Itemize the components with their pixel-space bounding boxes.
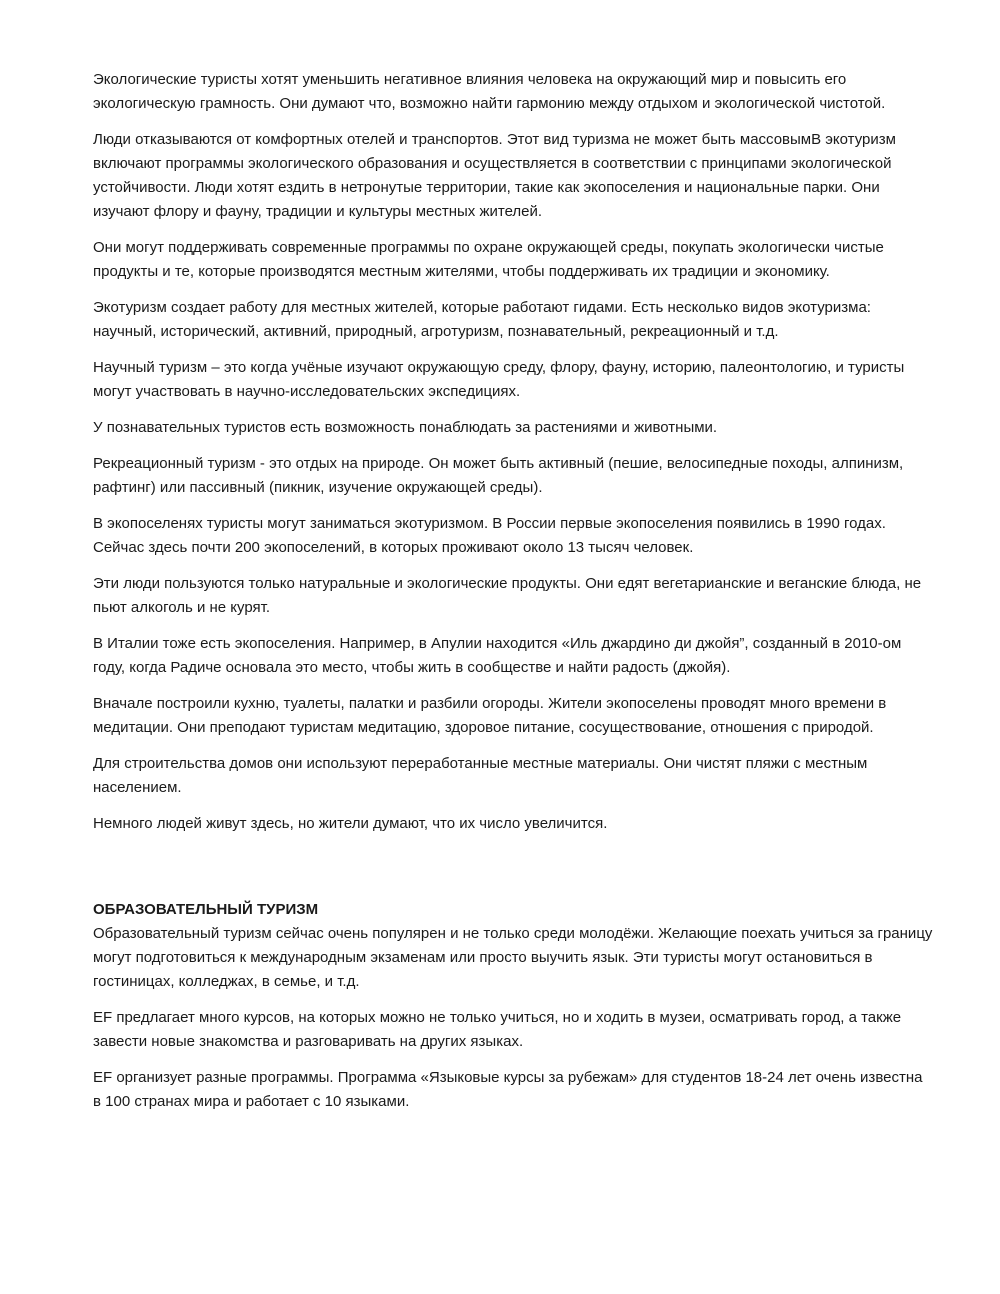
document-page <box>93 68 933 1126</box>
paragraph: В экопоселенях туристы могут заниматься экотуризмом. В России первые экопоселения появились в 1990 годах. Сейчас здесь почти 200 экопоселений, в которых проживают около 13 тысяч человек. <box>93 515 886 556</box>
paragraph: У познавательных туристов есть возможность понаблюдать за растениями и животными. <box>93 419 718 436</box>
paragraph: Образовательный туризм сейчас очень популярен и не только среди молодёжи. Желающие поехать учиться за границу могут подготовиться к международным экзаменам или просто выучить язык. Эти туристы могут остановиться в гостиницах, колледжах, в семье, и т.д. <box>93 925 933 990</box>
paragraph: Рекреационный туризм - это отдых на природе. Он может быть активный (пешие, велосипедные походы, алпинизм, рафтинг) или пассивный (пикник, изучение окружающей среды). <box>93 455 904 496</box>
paragraph: Люди отказываются от комфортных отелей и транспортов. Этот вид туризма не может быть массовымВ экотуризм включают программы экологического образования и осуществляется в соответствии с принципами экологической устойчивости. Люди хотят ездить в нетронутые территории, такие как экопоселения и национальные парки. Они изучают флору и фауну, традиции и культуры местных жителей. <box>93 131 896 220</box>
paragraph: EF предлагает много курсов, на которых можно не только учиться, но и ходить в музеи, осматривать город, а также завести новые знакомства и разговаривать на других языках. <box>93 1009 902 1050</box>
paragraph: Немного людей живут здесь, но жители думают, что их число увеличится. <box>93 815 608 832</box>
paragraph: Эти люди пользуются только натуральные и экологические продукты. Они едят вегетарианские и веганские блюда, не пьют алкоголь и не курят. <box>93 575 922 616</box>
educational-tourism-section <box>93 898 933 1114</box>
paragraph: Научный туризм – это когда учёные изучают окружающую среду, флору, фауну, историю, палеонтологию, и туристы могут участвовать в научно-исследовательских экспедициях. <box>93 359 905 400</box>
paragraph: Экотуризм создает работу для местных жителей, которые работают гидами. Есть несколько видов экотуризма: научный, исторический, активний, природный, агротуризм, познавательный, рекреационный и т.д. <box>93 299 871 340</box>
paragraph: Вначале построили кухню, туалеты, палатки и разбили огороды. Жители экопоселены проводят много времени в медитации. Они преподают туристам медитацию, здоровое питание, сосуществование, отношения с природой. <box>93 695 887 736</box>
paragraph: EF организует разные программы. Программа «Языковые курсы за рубежам» для студентов 18-24 лет очень известна в 100 странах мира и работает с 10 языками. <box>93 1069 923 1110</box>
paragraph: Они могут поддерживать современные программы по охране окружающей среды, покупать экологически чистые продукты и те, которые производятся местным жителями, чтобы поддерживать их традиции и экономику. <box>93 239 884 280</box>
section-heading: ОБРАЗОВАТЕЛЬНЫЙ ТУРИЗМ <box>93 901 319 918</box>
paragraph: Экологические туристы хотят уменьшить негативное влияния человека на окружающий мир и повысить его экологическую грамность. Они думают что, возможно найти гармонию между отдыхом и экологической чистотой. <box>93 71 886 112</box>
ecotourism-section <box>93 68 933 836</box>
paragraph: Для строительства домов они используют переработанные местные материалы. Они чистят пляжи с местным населением. <box>93 755 868 796</box>
paragraph: В Италии тоже есть экопоселения. Например, в Апулии находится «Иль джардино ди джойя”, созданный в 2010-ом году, когда Радиче основала это место, чтобы жить в сообществе и найти радость (джойя). <box>93 635 902 676</box>
